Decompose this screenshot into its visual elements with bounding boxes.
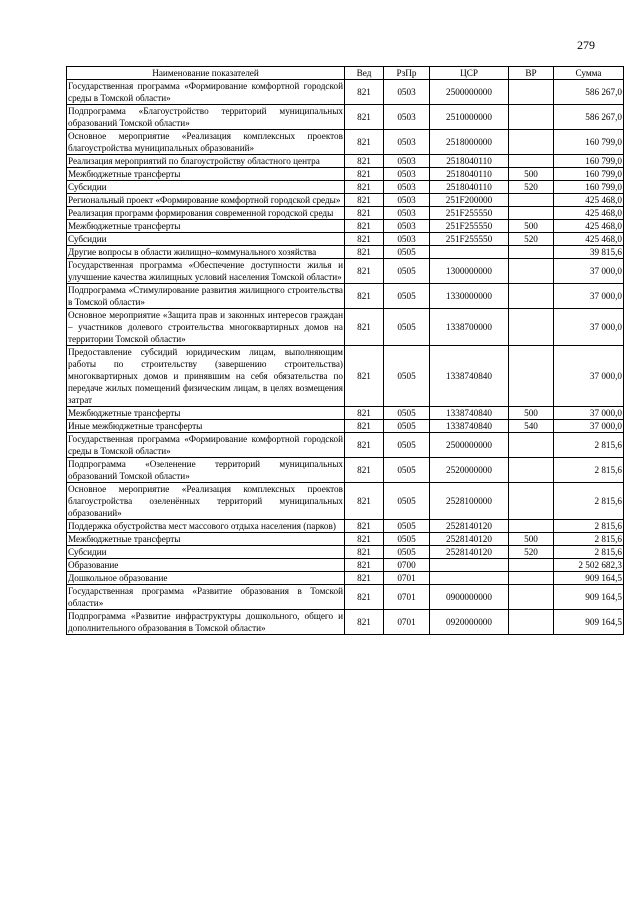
cell-sum: 37 000,0 <box>554 309 624 346</box>
cell-rzpr: 0505 <box>384 420 430 433</box>
cell-csr <box>430 572 509 585</box>
cell-name: Межбюджетные трансферты <box>67 533 345 546</box>
cell-ved: 821 <box>345 80 384 105</box>
cell-ved: 821 <box>345 130 384 155</box>
table-row <box>67 458 624 483</box>
table-row <box>67 346 624 407</box>
cell-rzpr: 0701 <box>384 610 430 635</box>
cell-rzpr: 0505 <box>384 246 430 259</box>
cell-name: Региональный проект «Формирование комфортной городской среды» <box>67 194 345 207</box>
cell-ved: 821 <box>345 433 384 458</box>
cell-name: Иные межбюджетные трансферты <box>67 420 345 433</box>
cell-name: Подпрограмма «Благоустройство территорий муниципальных образований Томской области» <box>68 106 343 128</box>
cell-name: Субсидии <box>67 233 345 246</box>
cell-name: Реализация программ формирования современной городской среды <box>67 207 345 220</box>
cell-csr: 2518040110 <box>430 155 509 168</box>
cell-csr: 2528140120 <box>430 546 509 559</box>
cell-rzpr: 0505 <box>384 458 430 483</box>
cell-sum: 37 000,0 <box>554 284 624 309</box>
cell-ved: 821 <box>345 246 384 259</box>
cell-ved: 821 <box>345 259 384 284</box>
page-number: 279 <box>577 38 595 52</box>
cell-csr: 2500000000 <box>430 80 509 105</box>
cell-sum: 2 815,6 <box>554 520 624 533</box>
cell-ved: 821 <box>345 610 384 635</box>
cell-vr <box>509 433 554 458</box>
cell-sum: 425 468,0 <box>554 233 624 246</box>
cell-name: Дошкольное образование <box>67 572 345 585</box>
cell-csr: 1338740840 <box>430 407 509 420</box>
cell-vr: 540 <box>509 420 554 433</box>
table-row <box>67 610 624 635</box>
cell-vr <box>509 105 554 130</box>
cell-rzpr: 0701 <box>384 572 430 585</box>
cell-ved: 821 <box>345 559 384 572</box>
cell-vr: 520 <box>509 546 554 559</box>
cell-csr: 1338740840 <box>430 420 509 433</box>
cell-vr <box>509 194 554 207</box>
table-row <box>67 585 624 610</box>
cell-rzpr: 0505 <box>384 433 430 458</box>
cell-rzpr: 0503 <box>384 105 430 130</box>
cell-name: Государственная программа «Формирование комфортной городской среды в Томской области» <box>68 81 343 103</box>
cell-ved: 821 <box>345 585 384 610</box>
cell-name: Основное мероприятие «Реализация комплексных проектов благоустройства муниципальных образований» <box>68 131 343 153</box>
table-row <box>67 194 624 207</box>
cell-vr <box>509 520 554 533</box>
table-row <box>67 520 624 533</box>
cell-sum: 909 164,5 <box>554 610 624 635</box>
cell-rzpr: 0503 <box>384 80 430 105</box>
cell-ved: 821 <box>345 520 384 533</box>
table-row <box>67 420 624 433</box>
cell-csr: 1300000000 <box>430 259 509 284</box>
cell-csr: 2528100000 <box>430 483 509 520</box>
cell-ved: 821 <box>345 181 384 194</box>
cell-csr: 0920000000 <box>430 610 509 635</box>
table-row <box>67 105 624 130</box>
cell-vr: 500 <box>509 533 554 546</box>
cell-csr: 0900000000 <box>430 585 509 610</box>
cell-csr: 251F255550 <box>430 233 509 246</box>
cell-rzpr: 0503 <box>384 155 430 168</box>
cell-sum: 37 000,0 <box>554 259 624 284</box>
cell-vr <box>509 572 554 585</box>
cell-csr: 1338740840 <box>430 346 509 407</box>
cell-name: Реализация мероприятий по благоустройству областного центра <box>67 155 345 168</box>
cell-sum: 909 164,5 <box>554 585 624 610</box>
cell-ved: 821 <box>345 155 384 168</box>
cell-vr <box>509 585 554 610</box>
cell-rzpr: 0701 <box>384 585 430 610</box>
cell-sum: 2 815,6 <box>554 546 624 559</box>
cell-sum: 425 468,0 <box>554 207 624 220</box>
cell-name: Основное мероприятие «Защита прав и законных интересов граждан – участников долевого строительства многоквартирных домов на территории Томской области» <box>68 310 343 344</box>
table-row <box>67 533 624 546</box>
table-row <box>67 155 624 168</box>
cell-vr: 520 <box>509 233 554 246</box>
cell-vr <box>509 80 554 105</box>
cell-sum: 586 267,0 <box>554 105 624 130</box>
cell-csr <box>430 246 509 259</box>
table-row <box>67 80 624 105</box>
cell-vr <box>509 246 554 259</box>
cell-ved: 821 <box>345 346 384 407</box>
cell-sum: 586 267,0 <box>554 80 624 105</box>
cell-vr <box>509 346 554 407</box>
cell-vr <box>509 259 554 284</box>
cell-rzpr: 0503 <box>384 168 430 181</box>
cell-sum: 37 000,0 <box>554 346 624 407</box>
cell-ved: 821 <box>345 233 384 246</box>
cell-sum: 425 468,0 <box>554 194 624 207</box>
cell-sum: 160 799,0 <box>554 155 624 168</box>
column-header-sum: Сумма <box>554 67 624 80</box>
cell-vr <box>509 483 554 520</box>
cell-rzpr: 0505 <box>384 309 430 346</box>
cell-vr <box>509 458 554 483</box>
cell-csr: 2518040110 <box>430 181 509 194</box>
cell-name: Межбюджетные трансферты <box>67 168 345 181</box>
table-row <box>67 559 624 572</box>
cell-vr: 500 <box>509 407 554 420</box>
cell-name: Предоставление субсидий юридическим лицам, выполняющим работы по строительству (завершению строительства) многоквартирных домов и принявшим на себя обязательства по передаче жилых помещений физическим лицам, в целях возмещения затрат <box>68 347 343 405</box>
cell-name: Государственная программа «Развитие образования в Томской области» <box>68 586 343 608</box>
table-row <box>67 130 624 155</box>
cell-rzpr: 0503 <box>384 181 430 194</box>
cell-rzpr: 0505 <box>384 520 430 533</box>
cell-rzpr: 0700 <box>384 559 430 572</box>
cell-ved: 821 <box>345 533 384 546</box>
cell-csr: 1338700000 <box>430 309 509 346</box>
cell-rzpr: 0505 <box>384 259 430 284</box>
cell-rzpr: 0503 <box>384 233 430 246</box>
cell-rzpr: 0505 <box>384 346 430 407</box>
cell-csr: 2520000000 <box>430 458 509 483</box>
table-row <box>67 284 624 309</box>
cell-name: Подпрограмма «Стимулирование развития жилищного строительства в Томской области» <box>68 285 343 307</box>
table-row <box>67 546 624 559</box>
cell-name: Государственная программа «Обеспечение доступности жилья и улучшение качества жилищных условий населения Томской области» <box>68 260 343 282</box>
cell-ved: 821 <box>345 194 384 207</box>
column-header-rzpr: РзПр <box>384 67 430 80</box>
table-row <box>67 233 624 246</box>
table-row <box>67 433 624 458</box>
cell-csr: 251F200000 <box>430 194 509 207</box>
column-header-name: Наименование показателей <box>67 67 345 80</box>
cell-ved: 821 <box>345 309 384 346</box>
budget-table <box>66 66 624 635</box>
cell-sum: 2 815,6 <box>554 533 624 546</box>
cell-rzpr: 0503 <box>384 130 430 155</box>
cell-ved: 821 <box>345 546 384 559</box>
cell-vr <box>509 155 554 168</box>
table-row <box>67 259 624 284</box>
cell-ved: 821 <box>345 420 384 433</box>
cell-sum: 37 000,0 <box>554 407 624 420</box>
cell-vr <box>509 610 554 635</box>
cell-vr <box>509 309 554 346</box>
cell-sum: 2 815,6 <box>554 433 624 458</box>
table-row <box>67 168 624 181</box>
column-header-vr: ВР <box>509 67 554 80</box>
cell-sum: 160 799,0 <box>554 130 624 155</box>
cell-name: Подпрограмма «Озеленение территорий муниципальных образований Томской области» <box>68 459 343 481</box>
cell-name: Подпрограмма «Развитие инфраструктуры дошкольного, общего и дополнительного образования в Томской области» <box>68 611 343 633</box>
cell-sum: 2 502 682,3 <box>554 559 624 572</box>
cell-vr: 500 <box>509 168 554 181</box>
cell-vr: 520 <box>509 181 554 194</box>
table-row <box>67 309 624 346</box>
table-row <box>67 572 624 585</box>
cell-vr <box>509 559 554 572</box>
cell-rzpr: 0505 <box>384 546 430 559</box>
cell-name: Межбюджетные трансферты <box>67 220 345 233</box>
table-header-row <box>67 67 624 80</box>
cell-sum: 2 815,6 <box>554 458 624 483</box>
cell-csr: 2528140120 <box>430 533 509 546</box>
cell-ved: 821 <box>345 207 384 220</box>
cell-sum: 160 799,0 <box>554 181 624 194</box>
cell-sum: 425 468,0 <box>554 220 624 233</box>
cell-ved: 821 <box>345 483 384 520</box>
cell-vr <box>509 207 554 220</box>
cell-vr: 500 <box>509 220 554 233</box>
table-row <box>67 483 624 520</box>
cell-rzpr: 0505 <box>384 284 430 309</box>
cell-rzpr: 0505 <box>384 407 430 420</box>
cell-rzpr: 0503 <box>384 220 430 233</box>
cell-csr: 2500000000 <box>430 433 509 458</box>
cell-ved: 821 <box>345 458 384 483</box>
cell-rzpr: 0503 <box>384 207 430 220</box>
table-row <box>67 407 624 420</box>
cell-csr <box>430 559 509 572</box>
cell-sum: 160 799,0 <box>554 168 624 181</box>
cell-name: Межбюджетные трансферты <box>67 407 345 420</box>
cell-csr: 251F255550 <box>430 220 509 233</box>
cell-csr: 251F255550 <box>430 207 509 220</box>
cell-ved: 821 <box>345 105 384 130</box>
cell-csr: 2510000000 <box>430 105 509 130</box>
table-row <box>67 220 624 233</box>
cell-rzpr: 0505 <box>384 483 430 520</box>
cell-vr <box>509 284 554 309</box>
cell-name: Государственная программа «Формирование комфортной городской среды в Томской области» <box>68 434 343 456</box>
cell-name: Основное мероприятие «Реализация комплексных проектов благоустройства озеленённых территорий муниципальных образований» <box>68 484 343 518</box>
table-row <box>67 181 624 194</box>
column-header-ved: Вед <box>345 67 384 80</box>
cell-csr: 2518000000 <box>430 130 509 155</box>
cell-name: Другие вопросы в области жилищно–коммунального хозяйства <box>67 246 345 259</box>
cell-csr: 2518040110 <box>430 168 509 181</box>
cell-csr: 2528140120 <box>430 520 509 533</box>
cell-ved: 821 <box>345 284 384 309</box>
cell-rzpr: 0503 <box>384 194 430 207</box>
cell-sum: 2 815,6 <box>554 483 624 520</box>
cell-name: Образование <box>67 559 345 572</box>
cell-name: Субсидии <box>67 181 345 194</box>
cell-name: Субсидии <box>67 546 345 559</box>
cell-ved: 821 <box>345 220 384 233</box>
cell-ved: 821 <box>345 572 384 585</box>
column-header-csr: ЦСР <box>430 67 509 80</box>
cell-sum: 37 000,0 <box>554 420 624 433</box>
cell-ved: 821 <box>345 168 384 181</box>
cell-csr: 1330000000 <box>430 284 509 309</box>
cell-sum: 909 164,5 <box>554 572 624 585</box>
cell-name: Поддержка обустройства мест массового отдыха населения (парков) <box>67 520 345 533</box>
table-row <box>67 207 624 220</box>
cell-ved: 821 <box>345 407 384 420</box>
cell-rzpr: 0505 <box>384 533 430 546</box>
cell-vr <box>509 130 554 155</box>
cell-sum: 39 815,6 <box>554 246 624 259</box>
table-row <box>67 246 624 259</box>
